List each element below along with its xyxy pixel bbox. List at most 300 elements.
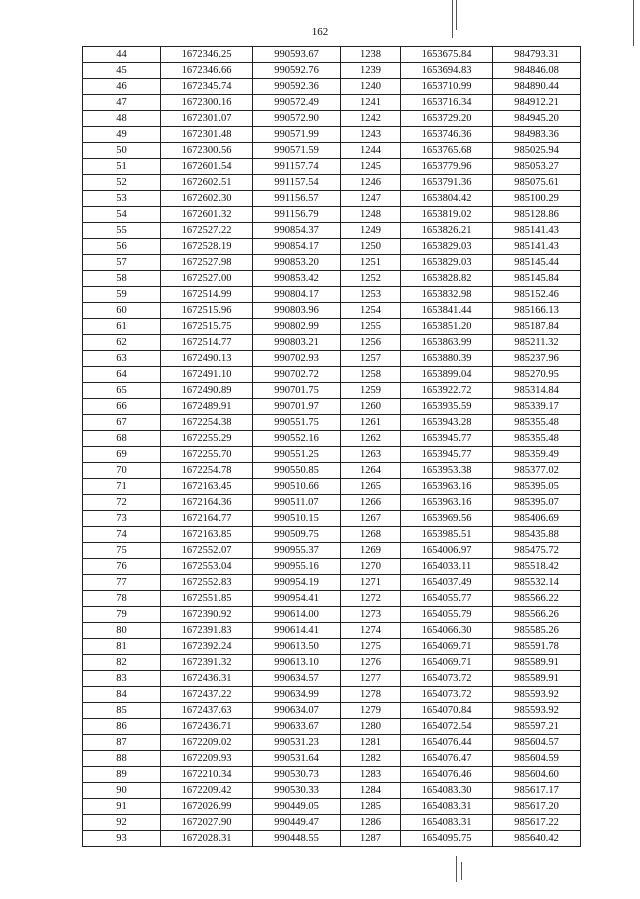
- table-cell-y-coordinate-a: 991157.54: [253, 175, 341, 191]
- table-cell-point-number-a: 86: [83, 719, 161, 735]
- table-cell-point-number-b: 1272: [341, 591, 401, 607]
- table-cell-y-coordinate-b: 985377.02: [493, 463, 581, 479]
- table-cell-y-coordinate-b: 985617.20: [493, 799, 581, 815]
- table-cell-y-coordinate-a: 990701.97: [253, 399, 341, 415]
- table-cell-y-coordinate-a: 990449.47: [253, 815, 341, 831]
- table-cell-y-coordinate-a: 990571.59: [253, 143, 341, 159]
- table-cell-y-coordinate-a: 990531.23: [253, 735, 341, 751]
- table-cell-y-coordinate-b: 985355.48: [493, 431, 581, 447]
- table-cell-x-coordinate-b: 1653826.21: [401, 223, 493, 239]
- table-cell-y-coordinate-b: 985211.32: [493, 335, 581, 351]
- table-cell-point-number-a: 91: [83, 799, 161, 815]
- table-cell-y-coordinate-b: 985339.17: [493, 399, 581, 415]
- table-cell-point-number-b: 1268: [341, 527, 401, 543]
- table-cell-point-number-a: 69: [83, 447, 161, 463]
- table-cell-x-coordinate-a: 1672491.10: [161, 367, 253, 383]
- table-cell-y-coordinate-b: 985640.42: [493, 831, 581, 847]
- table-cell-point-number-a: 82: [83, 655, 161, 671]
- table-cell-x-coordinate-a: 1672490.89: [161, 383, 253, 399]
- table-cell-x-coordinate-a: 1672552.83: [161, 575, 253, 591]
- table-row: [83, 415, 581, 431]
- table-cell-x-coordinate-a: 1672346.25: [161, 47, 253, 63]
- table-cell-y-coordinate-a: 990614.00: [253, 607, 341, 623]
- table-cell-point-number-b: 1277: [341, 671, 401, 687]
- table-cell-point-number-a: 90: [83, 783, 161, 799]
- table-cell-point-number-a: 73: [83, 511, 161, 527]
- table-cell-y-coordinate-a: 990853.42: [253, 271, 341, 287]
- table-cell-point-number-a: 62: [83, 335, 161, 351]
- table-row: [83, 687, 581, 703]
- table-cell-y-coordinate-a: 990551.75: [253, 415, 341, 431]
- table-cell-point-number-b: 1261: [341, 415, 401, 431]
- table-cell-point-number-b: 1246: [341, 175, 401, 191]
- table-cell-x-coordinate-a: 1672164.36: [161, 495, 253, 511]
- table-cell-x-coordinate-b: 1654033.11: [401, 559, 493, 575]
- table-cell-y-coordinate-b: 985141.43: [493, 223, 581, 239]
- table-cell-x-coordinate-a: 1672300.56: [161, 143, 253, 159]
- table-row: [83, 303, 581, 319]
- table-cell-point-number-a: 61: [83, 319, 161, 335]
- table-cell-point-number-b: 1281: [341, 735, 401, 751]
- table-cell-y-coordinate-b: 985025.94: [493, 143, 581, 159]
- table-cell-x-coordinate-a: 1672437.63: [161, 703, 253, 719]
- table-cell-x-coordinate-a: 1672436.71: [161, 719, 253, 735]
- table-cell-y-coordinate-b: 985141.43: [493, 239, 581, 255]
- table-cell-x-coordinate-a: 1672210.34: [161, 767, 253, 783]
- table-row: [83, 319, 581, 335]
- table-cell-point-number-a: 85: [83, 703, 161, 719]
- table-row: [83, 111, 581, 127]
- table-cell-point-number-a: 70: [83, 463, 161, 479]
- table-cell-point-number-a: 49: [83, 127, 161, 143]
- table-cell-point-number-a: 60: [83, 303, 161, 319]
- table-cell-y-coordinate-b: 985406.69: [493, 511, 581, 527]
- table-cell-y-coordinate-a: 990702.93: [253, 351, 341, 367]
- table-row: [83, 671, 581, 687]
- table-row: [83, 735, 581, 751]
- table-cell-y-coordinate-a: 990551.25: [253, 447, 341, 463]
- table-cell-y-coordinate-b: 985566.26: [493, 607, 581, 623]
- table-cell-x-coordinate-b: 1653953.38: [401, 463, 493, 479]
- table-row: [83, 63, 581, 79]
- table-row: [83, 575, 581, 591]
- table-row: [83, 127, 581, 143]
- table-cell-x-coordinate-b: 1653863.99: [401, 335, 493, 351]
- table-cell-x-coordinate-b: 1653791.36: [401, 175, 493, 191]
- table-cell-y-coordinate-b: 985435.88: [493, 527, 581, 543]
- table-cell-x-coordinate-b: 1653729.20: [401, 111, 493, 127]
- table-cell-x-coordinate-b: 1654069.71: [401, 655, 493, 671]
- table-cell-y-coordinate-b: 985597.21: [493, 719, 581, 735]
- table-cell-y-coordinate-a: 990614.41: [253, 623, 341, 639]
- table-row: [83, 559, 581, 575]
- table-cell-x-coordinate-a: 1672026.99: [161, 799, 253, 815]
- table-row: [83, 159, 581, 175]
- table-cell-x-coordinate-a: 1672551.85: [161, 591, 253, 607]
- table-row: [83, 175, 581, 191]
- table-cell-point-number-b: 1259: [341, 383, 401, 399]
- table-cell-point-number-b: 1273: [341, 607, 401, 623]
- table-cell-x-coordinate-b: 1653922.72: [401, 383, 493, 399]
- table-cell-y-coordinate-b: 985593.92: [493, 703, 581, 719]
- table-cell-point-number-a: 48: [83, 111, 161, 127]
- table-cell-x-coordinate-a: 1672346.66: [161, 63, 253, 79]
- scan-edge-mark: [452, 0, 453, 38]
- table-cell-point-number-b: 1241: [341, 95, 401, 111]
- table-cell-point-number-a: 79: [83, 607, 161, 623]
- table-row: [83, 591, 581, 607]
- table-cell-y-coordinate-b: 985100.29: [493, 191, 581, 207]
- table-row: [83, 367, 581, 383]
- table-cell-y-coordinate-a: 990633.67: [253, 719, 341, 735]
- table-cell-x-coordinate-a: 1672027.90: [161, 815, 253, 831]
- table-cell-y-coordinate-b: 985585.26: [493, 623, 581, 639]
- table-cell-y-coordinate-b: 985617.17: [493, 783, 581, 799]
- table-cell-x-coordinate-b: 1654095.75: [401, 831, 493, 847]
- coordinates-table-container: [82, 46, 580, 847]
- table-cell-y-coordinate-a: 990803.21: [253, 335, 341, 351]
- coordinates-table-body: [83, 47, 581, 847]
- table-cell-y-coordinate-b: 985145.84: [493, 271, 581, 287]
- table-cell-y-coordinate-a: 990449.05: [253, 799, 341, 815]
- table-cell-x-coordinate-a: 1672209.93: [161, 751, 253, 767]
- table-cell-x-coordinate-b: 1653935.59: [401, 399, 493, 415]
- table-cell-y-coordinate-a: 990593.67: [253, 47, 341, 63]
- table-cell-point-number-b: 1256: [341, 335, 401, 351]
- table-cell-point-number-a: 89: [83, 767, 161, 783]
- table-cell-point-number-b: 1252: [341, 271, 401, 287]
- table-cell-y-coordinate-b: 985604.60: [493, 767, 581, 783]
- table-row: [83, 207, 581, 223]
- table-cell-x-coordinate-b: 1653945.77: [401, 447, 493, 463]
- table-cell-point-number-a: 55: [83, 223, 161, 239]
- table-row: [83, 351, 581, 367]
- table-cell-point-number-b: 1248: [341, 207, 401, 223]
- table-cell-point-number-a: 87: [83, 735, 161, 751]
- table-cell-point-number-a: 92: [83, 815, 161, 831]
- table-cell-y-coordinate-b: 985589.91: [493, 655, 581, 671]
- table-cell-y-coordinate-b: 985518.42: [493, 559, 581, 575]
- table-cell-x-coordinate-b: 1654055.77: [401, 591, 493, 607]
- table-cell-point-number-a: 52: [83, 175, 161, 191]
- table-cell-x-coordinate-a: 1672437.22: [161, 687, 253, 703]
- table-cell-x-coordinate-b: 1653694.83: [401, 63, 493, 79]
- table-cell-y-coordinate-b: 985604.57: [493, 735, 581, 751]
- table-cell-point-number-b: 1267: [341, 511, 401, 527]
- table-cell-x-coordinate-a: 1672392.24: [161, 639, 253, 655]
- table-cell-y-coordinate-a: 990955.16: [253, 559, 341, 575]
- table-row: [83, 191, 581, 207]
- table-cell-y-coordinate-a: 990802.99: [253, 319, 341, 335]
- table-cell-point-number-b: 1265: [341, 479, 401, 495]
- table-cell-point-number-b: 1286: [341, 815, 401, 831]
- table-cell-x-coordinate-b: 1654066.30: [401, 623, 493, 639]
- table-cell-point-number-b: 1251: [341, 255, 401, 271]
- table-cell-x-coordinate-a: 1672164.77: [161, 511, 253, 527]
- table-cell-point-number-b: 1275: [341, 639, 401, 655]
- table-cell-x-coordinate-b: 1654076.47: [401, 751, 493, 767]
- table-cell-x-coordinate-b: 1654073.72: [401, 687, 493, 703]
- table-cell-x-coordinate-a: 1672515.75: [161, 319, 253, 335]
- table-cell-point-number-a: 88: [83, 751, 161, 767]
- table-cell-y-coordinate-b: 985617.22: [493, 815, 581, 831]
- table-cell-x-coordinate-a: 1672527.22: [161, 223, 253, 239]
- table-row: [83, 719, 581, 735]
- table-cell-point-number-b: 1253: [341, 287, 401, 303]
- table-cell-y-coordinate-b: 984890.44: [493, 79, 581, 95]
- table-cell-x-coordinate-b: 1653829.03: [401, 239, 493, 255]
- table-cell-point-number-b: 1249: [341, 223, 401, 239]
- table-cell-x-coordinate-b: 1654073.72: [401, 671, 493, 687]
- table-cell-x-coordinate-b: 1653851.20: [401, 319, 493, 335]
- table-cell-point-number-b: 1287: [341, 831, 401, 847]
- table-cell-point-number-b: 1284: [341, 783, 401, 799]
- table-cell-y-coordinate-a: 990954.19: [253, 575, 341, 591]
- table-cell-y-coordinate-a: 991157.74: [253, 159, 341, 175]
- table-cell-x-coordinate-b: 1653675.84: [401, 47, 493, 63]
- table-cell-point-number-b: 1270: [341, 559, 401, 575]
- table-cell-y-coordinate-a: 990448.55: [253, 831, 341, 847]
- table-cell-x-coordinate-b: 1653779.96: [401, 159, 493, 175]
- table-cell-point-number-b: 1240: [341, 79, 401, 95]
- table-cell-x-coordinate-b: 1653969.56: [401, 511, 493, 527]
- table-cell-x-coordinate-a: 1672390.92: [161, 607, 253, 623]
- table-row: [83, 783, 581, 799]
- table-cell-y-coordinate-a: 990530.73: [253, 767, 341, 783]
- table-cell-x-coordinate-a: 1672163.45: [161, 479, 253, 495]
- table-cell-x-coordinate-b: 1654070.84: [401, 703, 493, 719]
- table-cell-y-coordinate-a: 990955.37: [253, 543, 341, 559]
- table-row: [83, 255, 581, 271]
- table-cell-point-number-a: 59: [83, 287, 161, 303]
- table-cell-point-number-b: 1243: [341, 127, 401, 143]
- table-cell-y-coordinate-a: 990511.07: [253, 495, 341, 511]
- table-row: [83, 447, 581, 463]
- table-cell-point-number-b: 1266: [341, 495, 401, 511]
- table-cell-y-coordinate-a: 990803.96: [253, 303, 341, 319]
- scan-edge-mark: [461, 862, 462, 880]
- table-cell-y-coordinate-b: 985589.91: [493, 671, 581, 687]
- table-cell-y-coordinate-a: 990592.76: [253, 63, 341, 79]
- table-cell-x-coordinate-a: 1672254.38: [161, 415, 253, 431]
- table-cell-y-coordinate-b: 985532.14: [493, 575, 581, 591]
- table-cell-y-coordinate-a: 990701.75: [253, 383, 341, 399]
- table-row: [83, 95, 581, 111]
- table-cell-x-coordinate-a: 1672490.13: [161, 351, 253, 367]
- table-row: [83, 495, 581, 511]
- scan-edge-mark: [456, 0, 457, 30]
- table-cell-y-coordinate-b: 985395.05: [493, 479, 581, 495]
- table-cell-x-coordinate-b: 1653828.82: [401, 271, 493, 287]
- table-row: [83, 767, 581, 783]
- table-cell-point-number-b: 1244: [341, 143, 401, 159]
- table-cell-y-coordinate-b: 984945.20: [493, 111, 581, 127]
- table-cell-y-coordinate-a: 990954.41: [253, 591, 341, 607]
- table-cell-y-coordinate-a: 990634.07: [253, 703, 341, 719]
- table-cell-y-coordinate-a: 990613.10: [253, 655, 341, 671]
- table-cell-y-coordinate-a: 990702.72: [253, 367, 341, 383]
- table-row: [83, 751, 581, 767]
- table-cell-y-coordinate-a: 990634.57: [253, 671, 341, 687]
- table-row: [83, 639, 581, 655]
- table-cell-y-coordinate-a: 991156.57: [253, 191, 341, 207]
- table-row: [83, 223, 581, 239]
- table-cell-x-coordinate-a: 1672254.78: [161, 463, 253, 479]
- table-cell-point-number-b: 1262: [341, 431, 401, 447]
- table-cell-y-coordinate-a: 990552.16: [253, 431, 341, 447]
- table-cell-x-coordinate-b: 1653943.28: [401, 415, 493, 431]
- table-cell-y-coordinate-b: 985075.61: [493, 175, 581, 191]
- table-row: [83, 527, 581, 543]
- table-cell-point-number-a: 45: [83, 63, 161, 79]
- table-cell-point-number-a: 65: [83, 383, 161, 399]
- table-row: [83, 479, 581, 495]
- table-cell-y-coordinate-a: 990592.36: [253, 79, 341, 95]
- table-cell-point-number-a: 46: [83, 79, 161, 95]
- table-cell-x-coordinate-a: 1672028.31: [161, 831, 253, 847]
- table-cell-x-coordinate-b: 1654076.46: [401, 767, 493, 783]
- table-cell-point-number-b: 1271: [341, 575, 401, 591]
- table-cell-x-coordinate-a: 1672601.54: [161, 159, 253, 175]
- table-cell-x-coordinate-a: 1672209.02: [161, 735, 253, 751]
- table-cell-y-coordinate-a: 990804.17: [253, 287, 341, 303]
- table-cell-x-coordinate-b: 1653819.02: [401, 207, 493, 223]
- table-cell-y-coordinate-a: 990854.17: [253, 239, 341, 255]
- table-cell-y-coordinate-a: 990550.85: [253, 463, 341, 479]
- coordinates-table: [82, 46, 581, 847]
- table-cell-y-coordinate-a: 990854.37: [253, 223, 341, 239]
- table-cell-point-number-a: 56: [83, 239, 161, 255]
- table-cell-x-coordinate-a: 1672552.07: [161, 543, 253, 559]
- table-cell-point-number-a: 74: [83, 527, 161, 543]
- table-cell-x-coordinate-a: 1672391.83: [161, 623, 253, 639]
- table-row: [83, 655, 581, 671]
- table-cell-point-number-a: 57: [83, 255, 161, 271]
- table-cell-y-coordinate-b: 985593.92: [493, 687, 581, 703]
- table-row: [83, 271, 581, 287]
- table-row: [83, 623, 581, 639]
- table-cell-point-number-b: 1238: [341, 47, 401, 63]
- table-cell-y-coordinate-b: 984983.36: [493, 127, 581, 143]
- table-row: [83, 143, 581, 159]
- table-cell-point-number-b: 1279: [341, 703, 401, 719]
- table-cell-y-coordinate-b: 985270.95: [493, 367, 581, 383]
- table-cell-x-coordinate-a: 1672255.70: [161, 447, 253, 463]
- table-cell-y-coordinate-b: 985237.96: [493, 351, 581, 367]
- table-cell-point-number-b: 1245: [341, 159, 401, 175]
- table-cell-x-coordinate-b: 1653963.16: [401, 479, 493, 495]
- table-cell-point-number-b: 1257: [341, 351, 401, 367]
- table-cell-y-coordinate-b: 985566.22: [493, 591, 581, 607]
- table-cell-point-number-a: 54: [83, 207, 161, 223]
- table-cell-y-coordinate-b: 985314.84: [493, 383, 581, 399]
- table-cell-point-number-a: 44: [83, 47, 161, 63]
- table-cell-x-coordinate-a: 1672345.74: [161, 79, 253, 95]
- table-cell-x-coordinate-a: 1672255.29: [161, 431, 253, 447]
- table-cell-point-number-a: 53: [83, 191, 161, 207]
- table-row: [83, 463, 581, 479]
- table-cell-point-number-a: 47: [83, 95, 161, 111]
- table-cell-y-coordinate-b: 985187.84: [493, 319, 581, 335]
- table-cell-point-number-a: 64: [83, 367, 161, 383]
- table-cell-x-coordinate-a: 1672602.30: [161, 191, 253, 207]
- table-cell-point-number-a: 81: [83, 639, 161, 655]
- table-cell-point-number-b: 1274: [341, 623, 401, 639]
- table-cell-point-number-a: 75: [83, 543, 161, 559]
- table-cell-y-coordinate-b: 985152.46: [493, 287, 581, 303]
- table-row: [83, 799, 581, 815]
- table-cell-y-coordinate-a: 990613.50: [253, 639, 341, 655]
- table-cell-point-number-b: 1242: [341, 111, 401, 127]
- table-cell-x-coordinate-a: 1672553.04: [161, 559, 253, 575]
- table-cell-point-number-a: 80: [83, 623, 161, 639]
- table-row: [83, 399, 581, 415]
- table-cell-x-coordinate-a: 1672163.85: [161, 527, 253, 543]
- table-cell-y-coordinate-a: 990634.99: [253, 687, 341, 703]
- table-cell-y-coordinate-b: 985128.86: [493, 207, 581, 223]
- table-cell-x-coordinate-b: 1653985.51: [401, 527, 493, 543]
- scan-edge-mark: [456, 856, 457, 882]
- table-cell-x-coordinate-b: 1654083.30: [401, 783, 493, 799]
- table-cell-y-coordinate-a: 990572.90: [253, 111, 341, 127]
- table-cell-point-number-b: 1239: [341, 63, 401, 79]
- table-cell-y-coordinate-b: 985395.07: [493, 495, 581, 511]
- table-cell-x-coordinate-b: 1654006.97: [401, 543, 493, 559]
- scan-edge-mark: [633, 0, 634, 46]
- table-cell-x-coordinate-b: 1653832.98: [401, 287, 493, 303]
- table-cell-point-number-b: 1276: [341, 655, 401, 671]
- table-cell-x-coordinate-b: 1653804.42: [401, 191, 493, 207]
- table-row: [83, 239, 581, 255]
- table-cell-point-number-a: 67: [83, 415, 161, 431]
- table-cell-x-coordinate-a: 1672301.48: [161, 127, 253, 143]
- table-cell-y-coordinate-a: 990571.99: [253, 127, 341, 143]
- table-row: [83, 431, 581, 447]
- table-cell-y-coordinate-b: 985166.13: [493, 303, 581, 319]
- table-cell-x-coordinate-b: 1653829.03: [401, 255, 493, 271]
- table-cell-point-number-a: 93: [83, 831, 161, 847]
- table-cell-x-coordinate-a: 1672436.31: [161, 671, 253, 687]
- table-cell-point-number-a: 72: [83, 495, 161, 511]
- table-cell-y-coordinate-b: 985359.49: [493, 447, 581, 463]
- table-cell-y-coordinate-b: 985591.78: [493, 639, 581, 655]
- table-cell-point-number-b: 1263: [341, 447, 401, 463]
- table-cell-x-coordinate-b: 1653746.36: [401, 127, 493, 143]
- table-cell-x-coordinate-b: 1654076.44: [401, 735, 493, 751]
- table-row: [83, 383, 581, 399]
- table-cell-point-number-a: 66: [83, 399, 161, 415]
- table-cell-point-number-b: 1278: [341, 687, 401, 703]
- table-cell-x-coordinate-b: 1653710.99: [401, 79, 493, 95]
- table-cell-x-coordinate-b: 1654072.54: [401, 719, 493, 735]
- table-row: [83, 47, 581, 63]
- table-cell-x-coordinate-a: 1672514.99: [161, 287, 253, 303]
- table-cell-point-number-b: 1258: [341, 367, 401, 383]
- table-cell-x-coordinate-a: 1672515.96: [161, 303, 253, 319]
- table-cell-point-number-a: 68: [83, 431, 161, 447]
- table-cell-x-coordinate-b: 1653880.39: [401, 351, 493, 367]
- table-cell-point-number-a: 77: [83, 575, 161, 591]
- table-cell-point-number-b: 1269: [341, 543, 401, 559]
- table-cell-x-coordinate-b: 1653899.04: [401, 367, 493, 383]
- table-cell-x-coordinate-a: 1672300.16: [161, 95, 253, 111]
- table-cell-x-coordinate-b: 1653945.77: [401, 431, 493, 447]
- table-cell-x-coordinate-b: 1654069.71: [401, 639, 493, 655]
- table-cell-point-number-b: 1280: [341, 719, 401, 735]
- table-cell-point-number-a: 84: [83, 687, 161, 703]
- table-cell-y-coordinate-b: 984912.21: [493, 95, 581, 111]
- table-cell-x-coordinate-a: 1672528.19: [161, 239, 253, 255]
